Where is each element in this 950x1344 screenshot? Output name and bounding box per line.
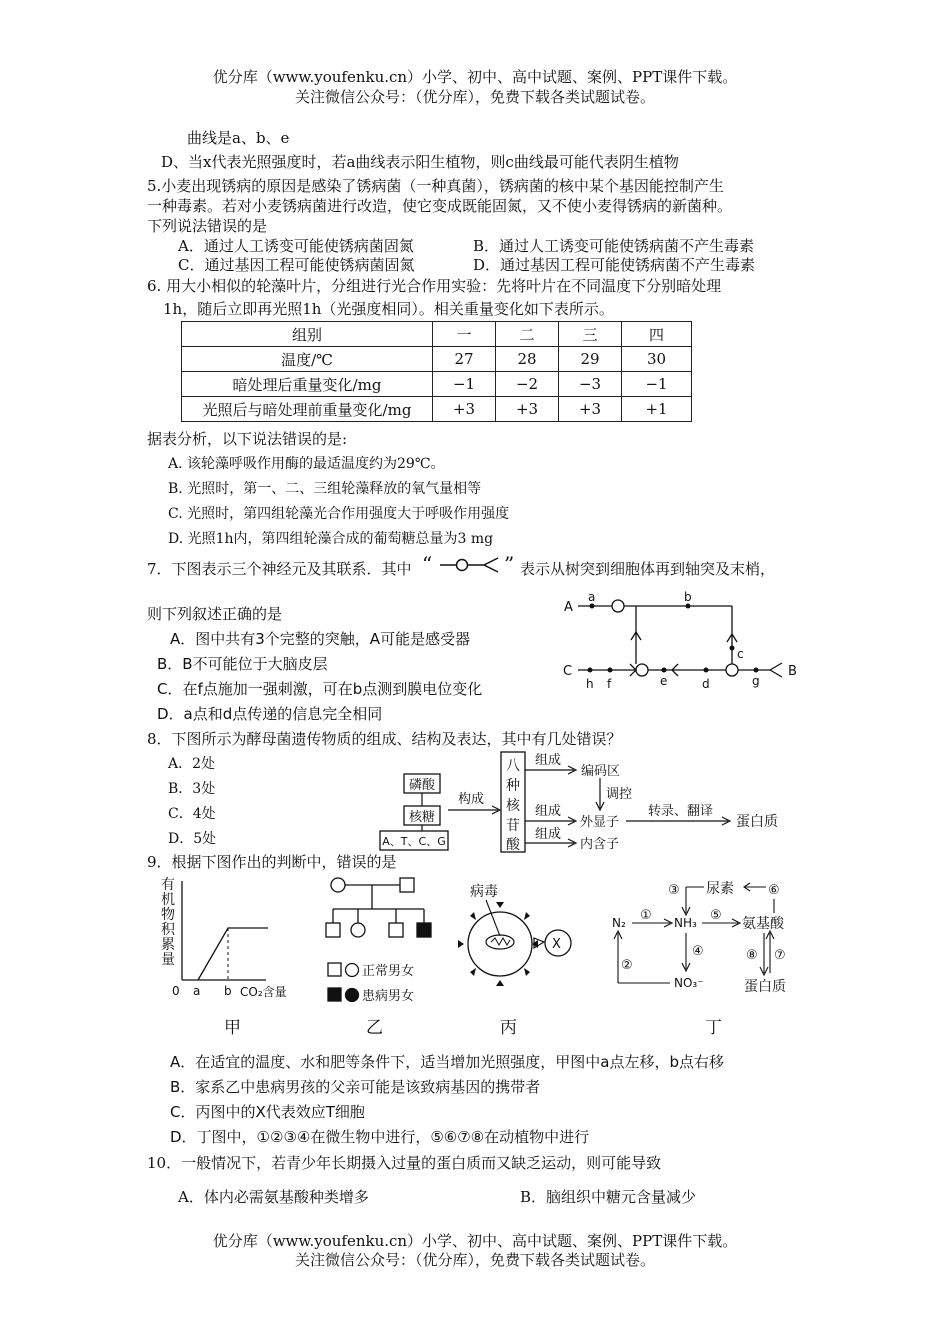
q8-stem: 8．下图所示为酵母菌遗传物质的组成、结构及表达，其中有几处错误？ <box>147 730 622 748</box>
ylabel-char: 积 <box>161 922 175 938</box>
q8-option-a: A．2处 <box>168 756 216 772</box>
label-protein: 蛋白质 <box>736 814 778 830</box>
table-cell: 二 <box>496 322 559 347</box>
q9-pedigree-yi <box>320 875 440 1005</box>
point-b-label: b <box>224 984 232 998</box>
circle-3: ③ <box>668 883 680 898</box>
q5-option-c: C．通过基因工程可能使锈病菌固氮 <box>178 256 415 274</box>
q9-option-b: B．家系乙中患病男孩的父亲可能是该致病基因的携带者 <box>170 1078 541 1096</box>
label-exon: 外显子 <box>580 815 620 830</box>
table-cell: 暗处理后重量变化/mg <box>182 372 433 397</box>
table-cell: 30 <box>622 347 692 372</box>
table-cell: −1 <box>622 372 692 397</box>
circle-5: ⑤ <box>710 908 722 923</box>
label-compose: 构成 <box>458 792 485 807</box>
q7-quote-close: ” <box>504 552 515 576</box>
table-row <box>182 347 692 372</box>
q7-option-b: B．B不可能位于大脑皮层 <box>157 655 328 673</box>
q10-option-a: A．体内必需氨基酸种类增多 <box>178 1188 369 1206</box>
box-phosphate: 磷酸 <box>408 778 436 793</box>
table-cell: 四 <box>622 322 692 347</box>
circle-4: ④ <box>692 944 704 959</box>
table-cell: 光照后与暗处理前重量变化/mg <box>182 397 433 422</box>
q7-quote-open: “ <box>422 552 433 576</box>
label-x: X <box>552 937 561 952</box>
header-line-2: 关注微信公众号：（优分库），免费下载各类试题试卷。 <box>294 88 655 106</box>
q10-option-b: B．脑组织中糖元含量减少 <box>520 1188 697 1206</box>
table-cell: 29 <box>559 347 622 372</box>
q8-option-b: B．3处 <box>168 781 216 797</box>
table-cell: 组别 <box>182 322 433 347</box>
label-h: h <box>586 677 594 691</box>
label-c: c <box>737 647 744 661</box>
label-amino-1: 氨 <box>742 916 756 932</box>
q7-option-d: D．a点和d点传递的信息完全相同 <box>157 705 383 723</box>
circle-2: ② <box>621 958 633 973</box>
caption-bing: 丙 <box>500 1018 517 1038</box>
header-line-1: 优分库（www.youfenku.cn）小学、初中、高中试题、案例、PPT课件下载。 <box>212 68 738 86</box>
q6-stem-1: 6. 用大小相似的轮藻叶片，分组进行光合作用实验：先将叶片在不同温度下分别暗处理 <box>147 277 722 295</box>
neuron-symbol-icon <box>440 555 502 575</box>
q7-option-a: A．图中共有3个完整的突触，A可能是感受器 <box>170 630 471 648</box>
legend-ill: 患病男女 <box>362 989 415 1004</box>
q6-option-b: B. 光照时，第一、二、三组轮藻释放的氧气量相等 <box>168 481 482 497</box>
q8-option-c: C．4处 <box>168 806 216 822</box>
q6-data-table <box>181 321 692 422</box>
circle-8: ⑧ <box>746 948 758 963</box>
q4-option-d: D、当x代表光照强度时，若a曲线表示阳生植物，则c曲线最可能代表阴生植物 <box>161 153 679 171</box>
q9-option-d: D．丁图中，①②③④在微生物中进行，⑤⑥⑦⑧在动植物中进行 <box>170 1128 590 1146</box>
label-intron: 内含子 <box>580 837 620 852</box>
ylabel-char: 有 <box>161 877 175 893</box>
q7-neuron-diagram <box>560 590 805 695</box>
nucleotide-char: 八 <box>506 758 520 774</box>
q5-stem-3: 下列说法错误的是 <box>147 217 268 235</box>
q9-option-a: A．在适宜的温度、水和肥等条件下，适当增加光照强度，甲图中a点左移，b点右移 <box>170 1053 724 1071</box>
label-g: g <box>752 674 760 688</box>
q9-nitrogen-ding <box>610 875 800 1005</box>
q5-stem-1: 5.小麦出现锈病的原因是感染了锈病菌（一种真菌），锈病菌的核中某个基因能控制产生 <box>147 177 724 195</box>
nucleotide-char: 酸 <box>506 837 520 853</box>
q7-stem-post: 表示从树突到细胞体再到轴突及末梢， <box>520 560 776 578</box>
table-cell: −2 <box>496 372 559 397</box>
table-cell: 温度/℃ <box>182 347 433 372</box>
label-nh3: NH₃ <box>674 916 697 930</box>
label-amino-2: 基酸 <box>756 916 784 932</box>
q8-option-d: D．5处 <box>168 831 217 847</box>
q6-option-d: D. 光照1h内，第四组轮藻合成的葡萄糖总量为3 mg <box>168 531 494 547</box>
origin-label: 0 <box>172 984 180 998</box>
caption-yi: 乙 <box>366 1018 383 1038</box>
label-n2: N₂ <box>612 916 626 930</box>
q9-virus-bing <box>460 880 585 1000</box>
table-row <box>182 397 692 422</box>
legend-normal: 正常男女 <box>362 964 415 979</box>
table-cell: −3 <box>559 372 622 397</box>
label-no3: NO₃⁻ <box>674 976 704 990</box>
footer-line-2: 关注微信公众号：（优分库），免费下载各类试题试卷。 <box>294 1251 655 1269</box>
table-cell: +3 <box>433 397 496 422</box>
label-B: B <box>788 664 797 679</box>
q5-stem-2: 一种毒素。若对小麦锈病菌进行改造，使它变成既能固氮，又不使小麦得锈病的新菌种。 <box>147 197 733 215</box>
q5-option-a: A．通过人工诱变可能使锈病菌固氮 <box>178 237 414 255</box>
label-urea: 尿素 <box>706 881 734 897</box>
label-f: f <box>607 677 612 691</box>
table-cell: 27 <box>433 347 496 372</box>
table-cell: 一 <box>433 322 496 347</box>
q5-option-b: B．通过人工诱变可能使锈病菌不产生毒素 <box>473 237 755 255</box>
table-row <box>182 322 692 347</box>
box-bases: A、T、C、G <box>382 835 446 848</box>
table-cell: 三 <box>559 322 622 347</box>
ylabel-char: 物 <box>161 907 175 923</box>
q6-stem-2: 1h，随后立即再光照1h（光强度相同）。相关重量变化如下表所示。 <box>163 300 614 318</box>
q7-stem-2: 则下列叙述正确的是 <box>147 605 283 623</box>
table-row <box>182 372 692 397</box>
label-transcribe: 转录、翻译 <box>648 804 714 819</box>
q6-option-c: C. 光照时，第四组轮藻光合作用强度大于呼吸作用强度 <box>168 506 510 522</box>
q4-continuation: 曲线是a、b、e <box>187 129 290 147</box>
q5-option-d: D．通过基因工程可能使锈病菌不产生毒素 <box>473 256 756 274</box>
label-coding-region: 编码区 <box>581 764 621 779</box>
box-ribose: 核糖 <box>408 810 436 825</box>
label-b: b <box>684 590 692 604</box>
table-cell: −1 <box>433 372 496 397</box>
nucleotide-char: 苷 <box>506 818 520 834</box>
nucleotide-char: 核 <box>506 798 520 814</box>
table-cell: +1 <box>622 397 692 422</box>
q6-option-a: A. 该轮藻呼吸作用酶的最适温度约为29℃。 <box>168 456 445 472</box>
xlabel: CO₂含量 <box>240 985 287 999</box>
label-protein: 蛋白质 <box>744 979 786 995</box>
q9-option-c: C．丙图中的X代表效应T细胞 <box>170 1103 365 1121</box>
nucleotide-char: 种 <box>506 778 520 794</box>
label-C: C <box>563 664 573 679</box>
table-cell: +3 <box>496 397 559 422</box>
table-cell: +3 <box>559 397 622 422</box>
q9-stem: 9．根据下图作出的判断中，错误的是 <box>147 853 397 871</box>
q7-option-c: C．在f点施加一强刺激，可在b点测到膜电位变化 <box>157 680 483 698</box>
footer-line-1: 优分库（www.youfenku.cn）小学、初中、高中试题、案例、PPT课件下载。 <box>212 1232 738 1250</box>
q7-stem-pre: 7．下图表示三个神经元及其联系．其中 <box>147 560 412 578</box>
q8-flow-diagram <box>378 750 798 855</box>
label-a: a <box>588 590 596 604</box>
q6-analysis: 据表分析，以下说法错误的是: <box>147 430 348 448</box>
label-regulate: 调控 <box>606 787 633 802</box>
ylabel-char: 累 <box>161 937 175 953</box>
circle-6: ⑥ <box>768 883 780 898</box>
label-d: d <box>702 677 710 691</box>
ylabel-char: 机 <box>161 892 175 908</box>
label-e: e <box>660 674 668 688</box>
label-zucheng-2: 组成 <box>535 804 562 819</box>
q9-graph-jia <box>158 875 303 1005</box>
label-zucheng-3: 组成 <box>535 827 562 842</box>
q10-stem: 10．一般情况下，若青少年长期摄入过量的蛋白质而又缺乏运动，则可能导致 <box>147 1154 662 1172</box>
caption-jia: 甲 <box>224 1018 241 1038</box>
circle-1: ① <box>640 908 652 923</box>
label-zucheng-1: 组成 <box>535 753 562 768</box>
caption-ding: 丁 <box>705 1018 722 1038</box>
circle-7: ⑦ <box>774 948 786 963</box>
point-a-label: a <box>193 984 201 998</box>
label-virus: 病毒 <box>470 884 498 900</box>
table-cell: 28 <box>496 347 559 372</box>
ylabel-char: 量 <box>161 952 175 968</box>
label-A: A <box>564 600 573 615</box>
